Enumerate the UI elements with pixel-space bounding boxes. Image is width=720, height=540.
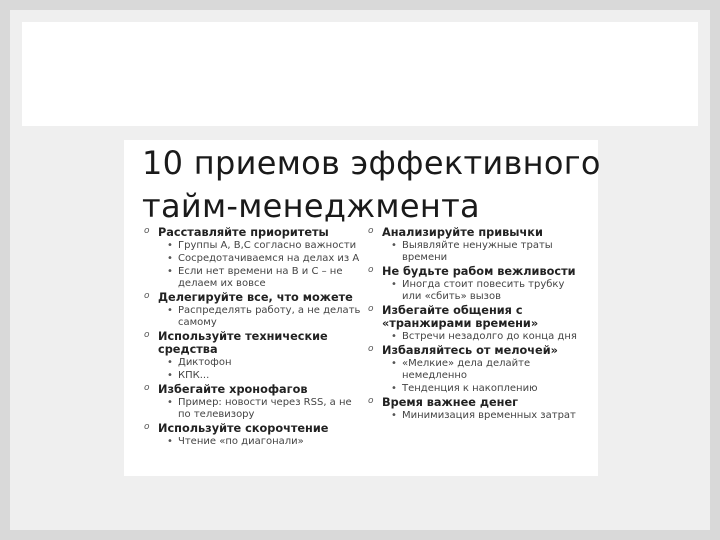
subbullet-icon: •	[391, 279, 397, 290]
title-line-2: тайм-менеджмента	[142, 187, 480, 225]
tip-label: Избегайте хронофагов	[158, 383, 308, 396]
subbullet-icon: •	[391, 358, 397, 369]
subbullet-icon: •	[391, 383, 397, 394]
tip-label: Время важнее денег	[382, 396, 519, 409]
tip-subitem	[391, 331, 596, 343]
subbullet-icon: •	[391, 331, 397, 342]
tip-subitem-text: Встречи незадолго до конца дня	[402, 331, 577, 342]
subbullet-icon: •	[167, 240, 173, 251]
tip-item	[368, 265, 596, 278]
tip-label: Избавляйтесь от мелочей»	[382, 344, 558, 357]
subbullet-icon: •	[167, 253, 173, 264]
tip-subitem	[167, 370, 370, 382]
slide-content-image	[124, 140, 601, 476]
bullet-icon: o	[144, 383, 150, 393]
tip-subitem	[391, 240, 596, 264]
bullet-icon: o	[144, 330, 150, 340]
slide-title	[142, 142, 601, 228]
tip-subitem-text: Сосредотачиваемся на делах из А	[178, 253, 360, 264]
tip-item	[368, 344, 596, 357]
tip-subitem-text: Выявляйте ненужные траты времени	[402, 240, 553, 263]
bullet-icon: o	[144, 226, 150, 236]
tip-subitem	[167, 436, 370, 448]
bullet-icon: o	[368, 344, 374, 354]
subbullet-icon: •	[167, 397, 173, 408]
tip-item	[144, 330, 370, 356]
tip-item	[368, 304, 596, 330]
tip-subitem	[391, 410, 596, 422]
tip-label: Расставляйте приоритеты	[158, 226, 329, 239]
tip-item	[144, 226, 370, 239]
slide-header-band	[22, 22, 698, 126]
bullet-icon: o	[368, 265, 374, 275]
tip-item	[144, 422, 370, 435]
tip-subitem-text: Чтение «по диагонали»	[178, 436, 304, 447]
tip-subitem-text: Диктофон	[178, 357, 232, 368]
tip-subitem-text: Иногда стоит повесить трубку или «сбить» вызов	[402, 279, 565, 302]
subbullet-icon: •	[167, 305, 173, 316]
tip-subitem	[391, 279, 596, 303]
bullet-icon: o	[368, 396, 374, 406]
tip-label: Используйте технические средства	[158, 330, 328, 356]
tip-subitem	[167, 253, 370, 265]
tip-subitem	[391, 358, 596, 382]
tip-item	[368, 226, 596, 239]
bullet-icon: o	[368, 226, 374, 236]
tip-label: Используйте скорочтение	[158, 422, 329, 435]
tip-label: Не будьте рабом вежливости	[382, 265, 576, 278]
tip-subitem-text: КПК...	[178, 370, 210, 381]
title-line-1: 10 приемов эффективного	[142, 144, 601, 182]
tip-item	[144, 383, 370, 396]
tip-item	[368, 396, 596, 409]
right-tips-column	[368, 226, 596, 423]
tip-label: Анализируйте привычки	[382, 226, 543, 239]
tip-subitem	[167, 305, 370, 329]
subbullet-icon: •	[167, 370, 173, 381]
tip-subitem	[167, 397, 370, 421]
bullet-icon: o	[368, 304, 374, 314]
tip-subitem-text: Если нет времени на В и С – не делаем их вовсе	[178, 266, 343, 289]
tip-subitem	[167, 357, 370, 369]
tip-label: Избегайте общения с «транжирами времени»	[382, 304, 539, 330]
subbullet-icon: •	[167, 266, 173, 277]
subbullet-icon: •	[391, 410, 397, 421]
tip-subitem	[391, 383, 596, 395]
bullet-icon: o	[144, 422, 150, 432]
tip-subitem	[167, 266, 370, 290]
tip-subitem-text: «Мелкие» дела делайте немедленно	[402, 358, 531, 381]
tip-subitem	[167, 240, 370, 252]
tip-subitem-text: Группы А, В,С согласно важности	[178, 240, 357, 251]
tip-subitem-text: Распределять работу, а не делать самому	[178, 305, 361, 328]
tip-subitem-text: Пример: новости через RSS, а не по телевизору	[178, 397, 352, 420]
left-tips-column	[144, 226, 370, 449]
tip-subitem-text: Минимизация временных затрат	[402, 410, 576, 421]
tip-subitem-text: Тенденция к накоплению	[402, 383, 538, 394]
bullet-icon: o	[144, 291, 150, 301]
subbullet-icon: •	[167, 436, 173, 447]
subbullet-icon: •	[391, 240, 397, 251]
tip-label: Делегируйте все, что можете	[158, 291, 353, 304]
tip-item	[144, 291, 370, 304]
subbullet-icon: •	[167, 357, 173, 368]
